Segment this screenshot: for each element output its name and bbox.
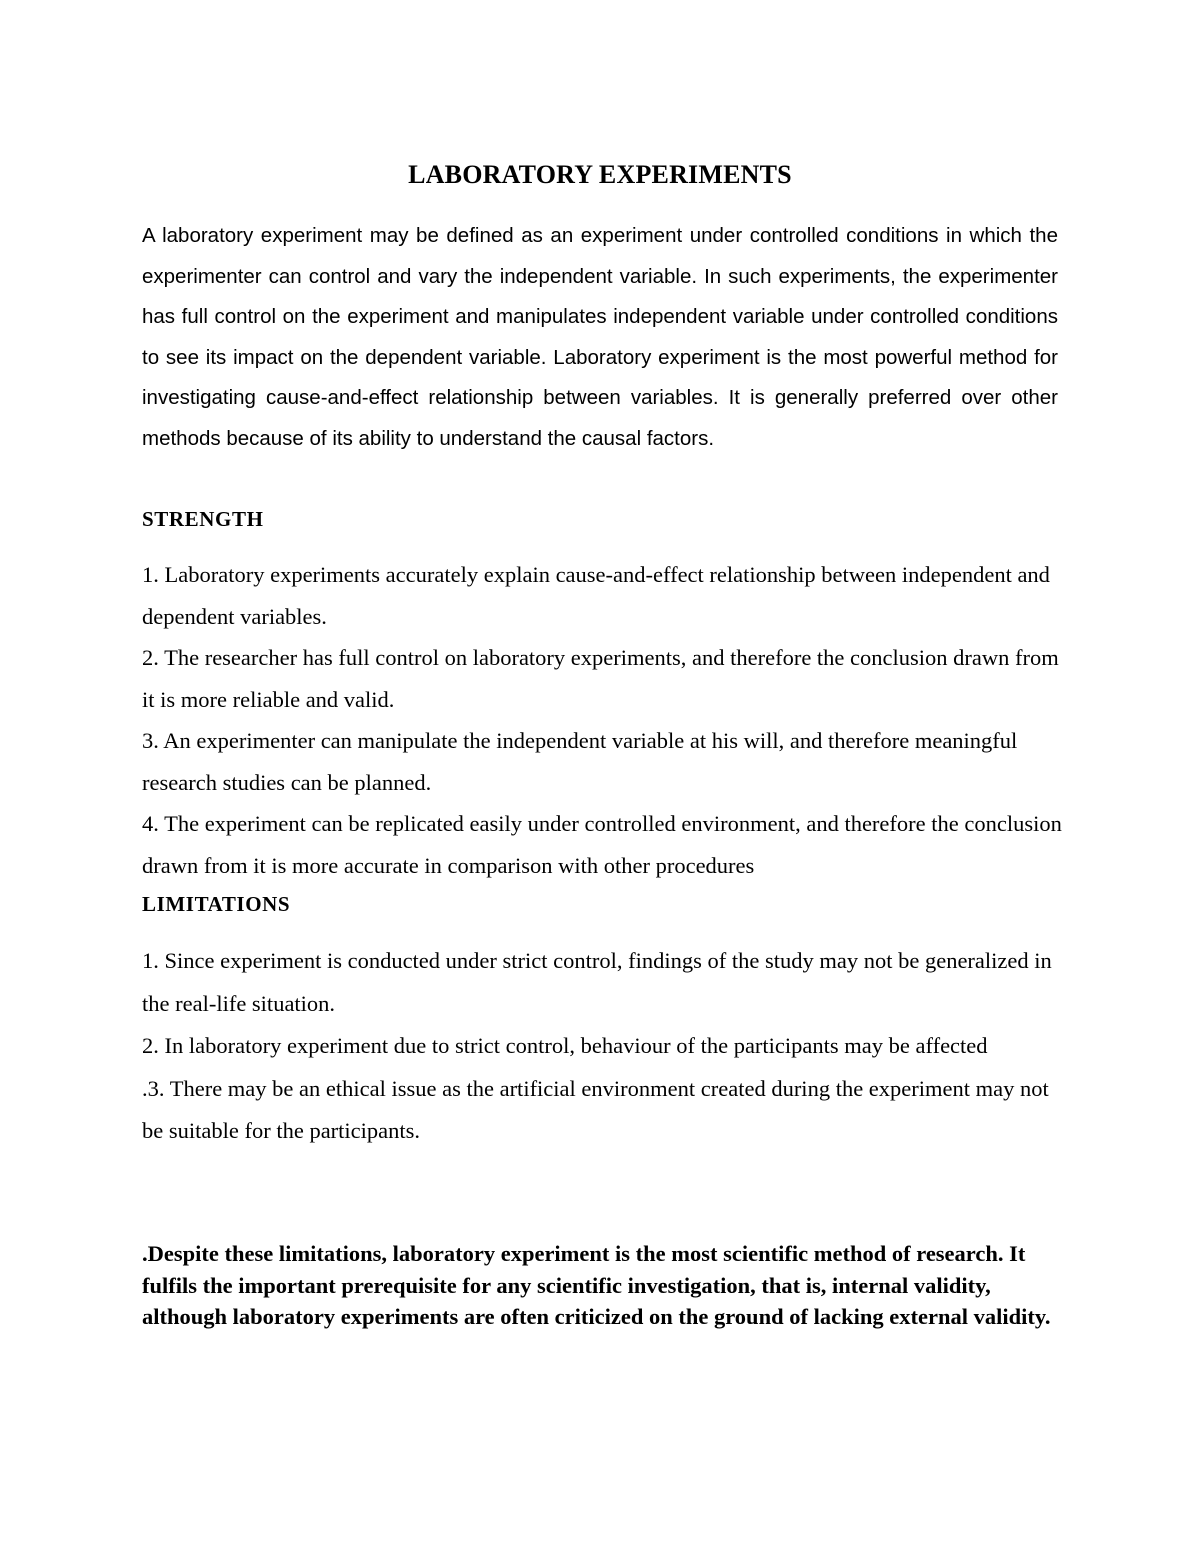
limitations-heading: LIMITATIONS (142, 892, 291, 916)
limitation-item: 2. In laboratory experiment due to strict control, behaviour of the participants may be affected (142, 1033, 988, 1058)
strength-item: 4. The experiment can be replicated easily under controlled environment, and therefore the conclusion drawn from it is more accurate in comparison with other procedures (142, 811, 1062, 878)
intro-paragraph: A laboratory experiment may be defined as an experiment under controlled conditions in which the experimenter can control and vary the independent variable. In such experiments, the experimenter has full control on the experiment and manipulates independent variable under controlled conditions to see its impact on the dependent variable. Laboratory experiment is the most powerful method for investigating cause-and-effect relationship between variables. It is generally preferred over other methods because of its ability to understand the causal factors. (142, 224, 1058, 450)
strength-item: 1. Laboratory experiments accurately explain cause-and-effect relationship between independent and dependent variables. (142, 562, 1050, 629)
document-title: LABORATORY EXPERIMENTS (408, 160, 792, 190)
strength-list (142, 554, 1072, 886)
limitations-list (142, 940, 1072, 1153)
limitation-item: .3. There may be an ethical issue as the artificial environment created during the experiment may not be suitable for the participants. (142, 1075, 1049, 1143)
strength-item: 2. The researcher has full control on laboratory experiments, and therefore the conclusion drawn from it is more reliable and valid. (142, 645, 1059, 712)
closing-paragraph: .Despite these limitations, laboratory experiment is the most scientific method of research. It fulfils the important prerequisite for any scientific investigation, that is, internal validity, although laboratory experiments are often criticized on the ground of lacking external validity. (142, 1241, 1051, 1329)
strength-heading: STRENGTH (142, 507, 264, 531)
limitation-item: 1. Since experiment is conducted under strict control, findings of the study may not be generalized in the real-life situation. (142, 948, 1052, 1016)
strength-item: 3. An experimenter can manipulate the independent variable at his will, and therefore meaningful research studies can be planned. (142, 728, 1018, 795)
